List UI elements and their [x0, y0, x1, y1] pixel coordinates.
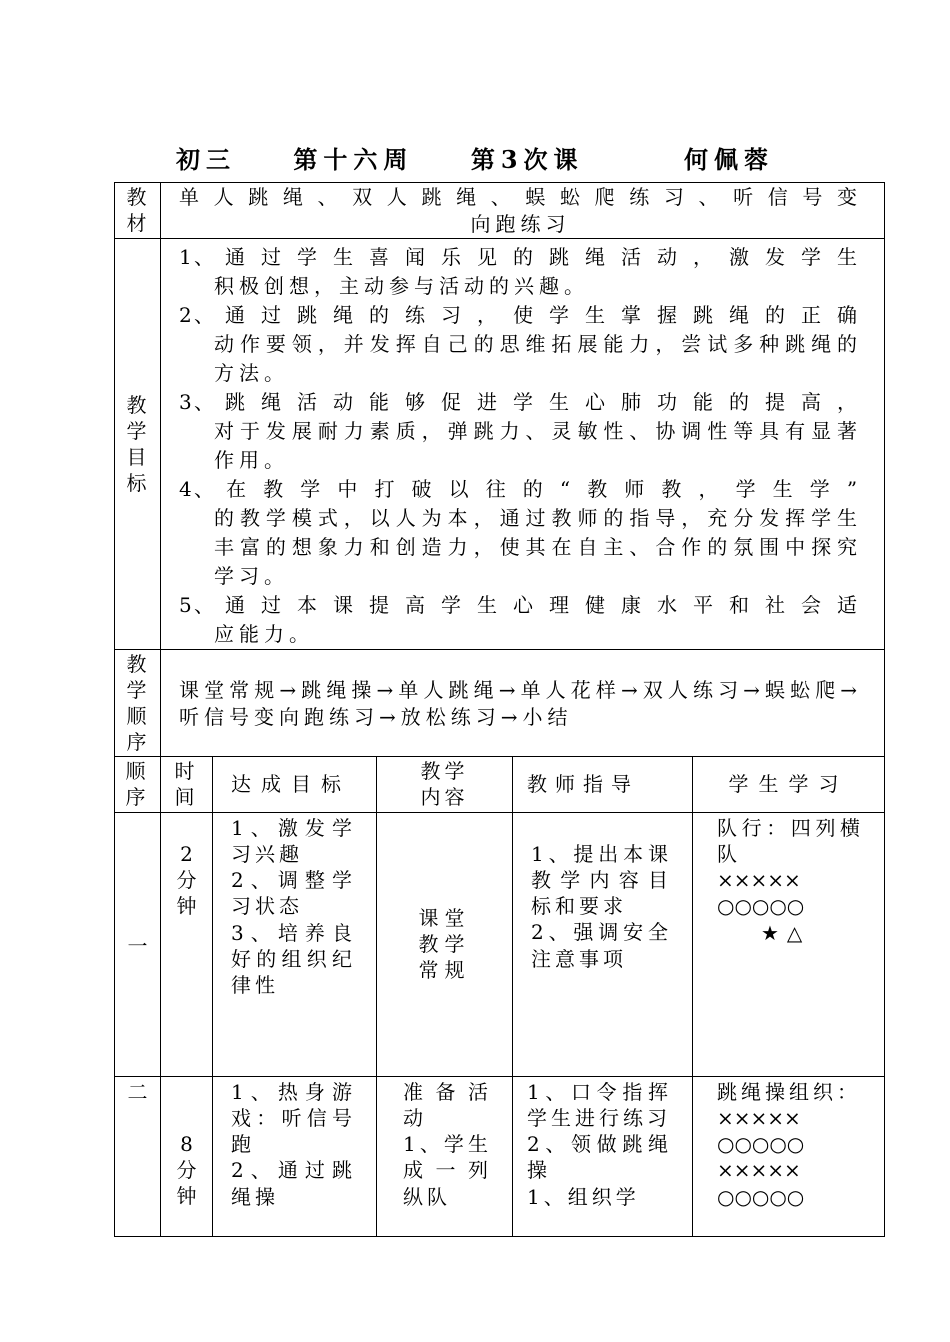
page-title: 初三 第十六周 第3次课 何佩蓉	[175, 145, 775, 174]
row-goal: 1、热身游戏：听信号跑 2、通过跳绳操	[213, 1076, 377, 1236]
lesson-plan-table	[114, 182, 885, 1237]
goal-item: 3、跳绳活动能够促进学生心肺功能的提高， 对于发展耐力素质，弹跳力、灵敏性、协调性等具有显著作用。	[179, 389, 863, 472]
order-label: 教学顺序	[115, 649, 161, 756]
row-time: 2分钟	[161, 812, 213, 1076]
order-row	[115, 649, 885, 756]
row-time: 8分钟	[161, 1076, 213, 1236]
col-header-time: 时间	[161, 756, 213, 812]
row-seq: 二	[115, 1076, 161, 1236]
row-goal: 1、激发学习兴趣 2、调整学习状态 3、培养良好的组织纪律性	[213, 812, 377, 1076]
col-header-student: 学生学习	[693, 756, 885, 812]
goal-item: 4、在教学中打破以往的“教师教，学生学” 的教学模式，以人为本，通过教师的指导，充分发挥学生丰富的想象力和创造力，使其在自主、合作的氛围中探究学习。	[179, 476, 863, 588]
material-label: 教材	[115, 183, 161, 239]
table-row	[115, 1076, 885, 1236]
row-teacher: 1、提出本课教学内容目标和要求 2、强调安全注意事项	[513, 812, 693, 1076]
col-header-content: 教学内容	[377, 756, 513, 812]
row-teacher: 1、口令指挥学生进行练习 2、领做跳绳操 1、组织学	[513, 1076, 693, 1236]
goals-label: 教学目标	[115, 238, 161, 649]
material-row	[115, 183, 885, 239]
goals-row	[115, 238, 885, 649]
goal-item: 1、通过学生喜闻乐见的跳绳活动，激发学生 积极创想，主动参与活动的兴趣。	[179, 244, 863, 298]
goal-item: 5、通过本课提高学生心理健康水平和社会适 应能力。	[179, 592, 863, 646]
table-row	[115, 812, 885, 1076]
row-student: 跳绳操组织： ××××× ○○○○○ ××××× ○○○○○	[693, 1076, 885, 1236]
material-text: 单人跳绳、双人跳绳、蜈蚣爬练习、听信号变 向跑练习	[161, 183, 885, 239]
col-header-seq: 顺序	[115, 756, 161, 812]
col-header-teacher: 教师指导	[513, 756, 693, 812]
row-student: 队行：四列横队 ××××× ○○○○○ ★△	[693, 812, 885, 1076]
row-seq: 一	[115, 812, 161, 1076]
col-header-goal: 达成目标	[213, 756, 377, 812]
table-header-row	[115, 756, 885, 812]
goal-item: 2、通过跳绳的练习，使学生掌握跳绳的正确 动作要领，并发挥自己的思维拓展能力，尝试多种跳绳的方法。	[179, 302, 863, 385]
row-content: 课堂教学常规	[377, 812, 513, 1076]
goals-list	[161, 238, 885, 649]
row-content: 准备活动 1、学生成一列纵队	[377, 1076, 513, 1236]
order-text: 课堂常规→跳绳操→单人跳绳→单人花样→双人练习→蜈蚣爬→听信号变向跑练习→放松练习→小结	[161, 649, 885, 756]
